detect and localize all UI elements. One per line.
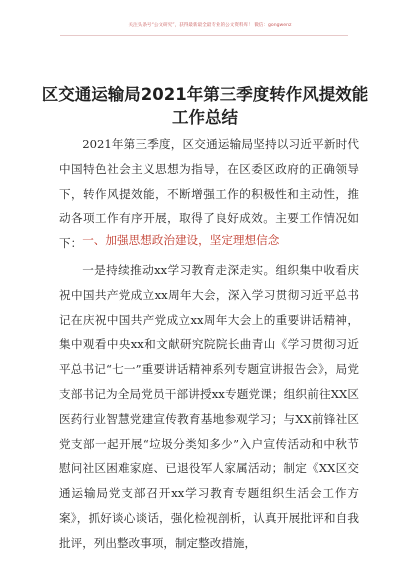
document-title-line-2: 工作总结 [172,108,238,127]
banner-divider [60,35,348,36]
section-heading: 一、加强思想政治建设，坚定理想信念 [82,233,280,247]
body-paragraph: 一是持续推动xx学习教育走深走实。组织集中收看庆祝中国共产党成立xx周年大会，深入学习贯彻习近平总书记在庆祝中国共产党成立xx周年大会上的重要讲话精神，集中观看中央xx和文献研究院院长曲青山《学习贯彻习近平总书记“七一”重要讲话精神系列专题宣讲报告会》，局党支部书记为全局党员干部讲授xx专题党课；组织前往XX区医药行业智慧党建宣传教育基地参观学习；与XX前锋社区党支部一起开展“垃圾分类知多少”入户宣传活动和中秋节慰问社区困难家庭、已退役军人家属活动；制定《XX区交通运输局党支部召开xx学习教育专题组织生活会工作方案》，抓好谈心谈话，强化检视剖析，认真开展批评和自我批评，列出整改事项，制定整改措施， [59,263,359,550]
intro-paragraph: 2021年第三季度，区交通运输局坚持以习近平新时代中国特色社会主义思想为指导，在区委区政府的正确领导下，转作风提效能，不断增强工作的积极性和主动性，推动各项工作有序开展，取得了良好成效。主要工作情况如下： [59,137,359,251]
document-title-line-1: 区交通运输局2021年第三季度转作风提效能 [41,85,369,104]
banner-text: 关注头条号“公文研究”，获得最新最全最专业的公文资料库！ 微信：gongwenz [128,23,292,28]
